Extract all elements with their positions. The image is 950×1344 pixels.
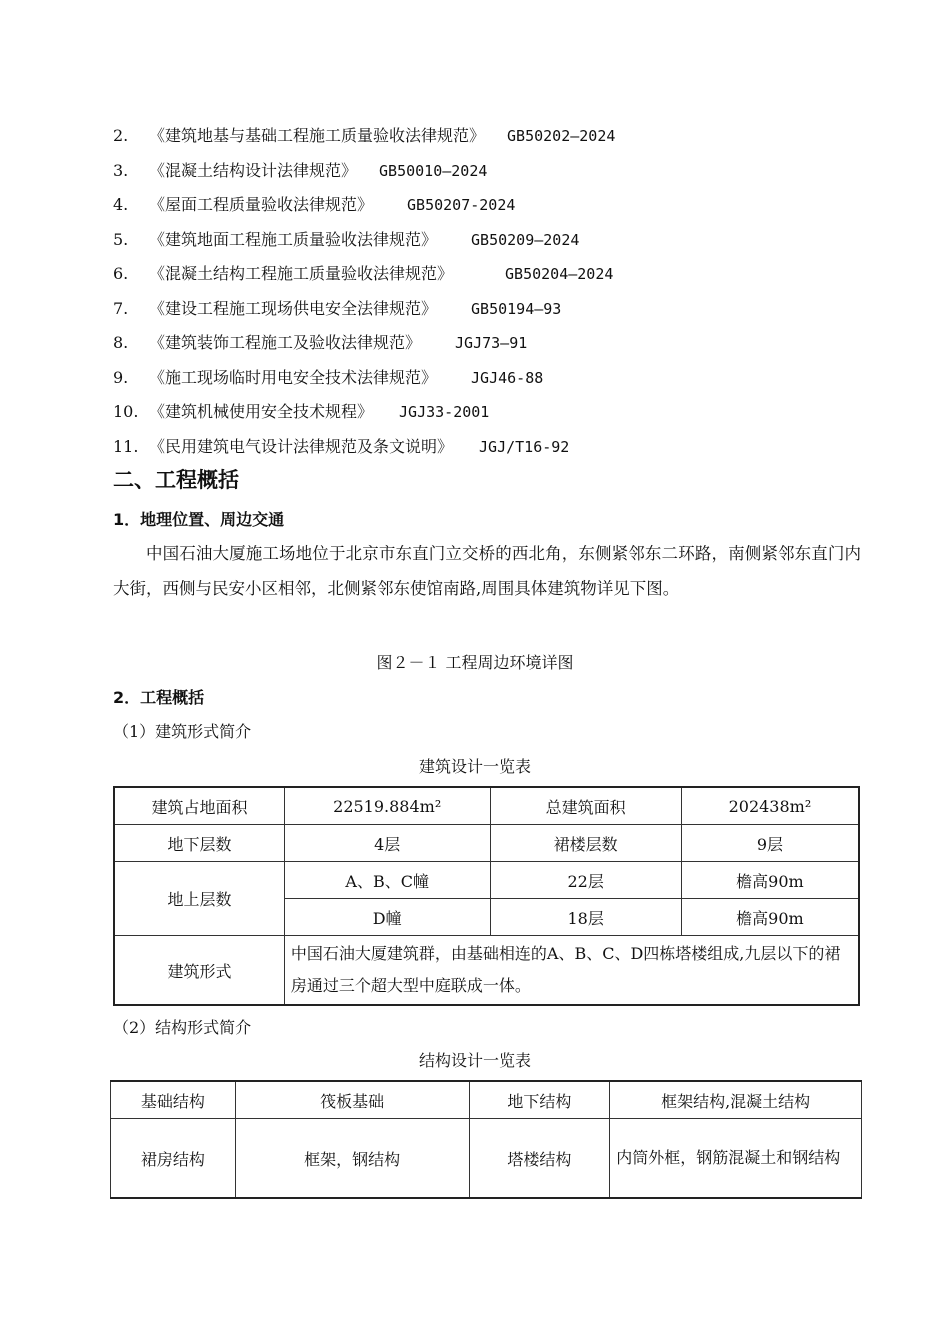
standard-code: JGJ/T16-92 <box>479 437 570 456</box>
table-cell: 基础结构 <box>111 1081 236 1119</box>
table-cell: 框架，钢结构 <box>235 1119 469 1199</box>
subsection-heading-location: 1．地理位置、周边交通 <box>113 510 285 529</box>
table-cell: 22519.884m² <box>284 787 490 825</box>
standard-title: 《建筑机械使用安全技术规程》 <box>149 402 374 421</box>
table-row <box>114 787 859 825</box>
table-cell: D幢 <box>284 899 490 936</box>
table-cell: 建筑占地面积 <box>114 787 284 825</box>
list-item: 5. 《建筑地面工程施工质量验收法律规范》 GB50209—2024 <box>113 229 580 249</box>
table-cell: 裙楼层数 <box>490 825 681 862</box>
list-item: 7. 《建设工程施工现场供电安全法律规范》 GB50194—93 <box>113 298 562 318</box>
table-row <box>111 1081 862 1119</box>
table-cell: 筏板基础 <box>235 1081 469 1119</box>
standard-title: 《建筑装饰工程施工及验收法律规范》 <box>149 333 422 352</box>
section-heading: 二、工程概括 <box>113 468 239 492</box>
architecture-intro-label: （1）建筑形式简介 <box>113 722 252 741</box>
table-cell: 地下层数 <box>114 825 284 862</box>
standard-title: 《混凝土结构设计法律规范》 <box>149 160 358 180</box>
standard-code: JGJ73—91 <box>455 334 528 352</box>
table-row <box>114 825 859 862</box>
table-cell: 地上层数 <box>114 862 284 936</box>
list-item: 8. 《建筑装饰工程施工及验收法律规范》 JGJ73—91 <box>113 333 528 352</box>
list-item: 6. 《混凝土结构工程施工质量验收法律规范》 GB50204—2024 <box>113 264 614 283</box>
table-cell: 202438m² <box>681 787 859 825</box>
table-cell: 建筑形式 <box>114 936 284 1006</box>
list-item: 10. 《建筑机械使用安全技术规程》 JGJ33-2001 <box>113 402 490 421</box>
table-row <box>114 936 859 1006</box>
table-row <box>114 862 859 899</box>
list-item: 4. 《屋面工程质量验收法律规范》 GB50207-2024 <box>113 195 516 214</box>
subsection-heading-overview: 2．工程概括 <box>113 688 205 707</box>
table-cell: 地下结构 <box>469 1081 610 1119</box>
list-item: 11. 《民用建筑电气设计法律规范及条文说明》 JGJ/T16-92 <box>113 436 570 456</box>
table-cell: 4层 <box>284 825 490 862</box>
standard-code: JGJ46-88 <box>471 368 544 387</box>
standard-code: JGJ33-2001 <box>399 403 490 421</box>
table-cell: A、B、C幢 <box>284 862 490 899</box>
standard-code: GB50209—2024 <box>471 230 580 249</box>
list-item: 2. 《建筑地基与基础工程施工质量验收法律规范》 GB50202—2024 <box>113 126 616 145</box>
architecture-table <box>113 786 860 1006</box>
table-cell: 中国石油大厦建筑群，由基础相连的A、B、C、D四栋塔楼组成,九层以下的裙房通过三个超大型中庭联成一体。 <box>284 936 859 1006</box>
table-cell: 檐高90m <box>681 899 859 936</box>
table-cell: 框架结构,混凝土结构 <box>610 1081 862 1119</box>
standard-title: 《混凝土结构工程施工质量验收法律规范》 <box>149 264 454 283</box>
table-cell: 内筒外框，钢筋混凝土和钢结构 <box>610 1119 862 1199</box>
table-cell: 塔楼结构 <box>469 1119 610 1199</box>
standard-code: GB50010—2024 <box>379 161 488 180</box>
table-cell: 总建筑面积 <box>490 787 681 825</box>
standard-code: GB50204—2024 <box>505 265 614 283</box>
standard-title: 《建筑地基与基础工程施工质量验收法律规范》 <box>149 126 486 145</box>
list-item: 3. 《混凝土结构设计法律规范》 GB50010—2024 <box>113 160 488 180</box>
table-cell: 18层 <box>490 899 681 936</box>
standard-title: 《屋面工程质量验收法律规范》 <box>149 195 374 214</box>
list-item: 9. 《施工现场临时用电安全技术法律规范》 JGJ46-88 <box>113 367 544 387</box>
table-cell: 9层 <box>681 825 859 862</box>
table-cell: 裙房结构 <box>111 1119 236 1199</box>
standard-title: 《施工现场临时用电安全技术法律规范》 <box>149 367 438 387</box>
figure-caption: 图２－１ 工程周边环境详图 <box>376 653 574 672</box>
table-caption-architecture: 建筑设计一览表 <box>418 757 531 776</box>
structure-intro-label: （2）结构形式简介 <box>113 1018 252 1037</box>
standard-title: 《民用建筑电气设计法律规范及条文说明》 <box>149 436 454 456</box>
standard-title: 《建筑地面工程施工质量验收法律规范》 <box>149 229 438 249</box>
standards-list <box>113 122 873 467</box>
table-cell: 22层 <box>490 862 681 899</box>
standard-code: GB50194—93 <box>471 299 562 318</box>
table-row <box>111 1119 862 1199</box>
table-caption-structure: 结构设计一览表 <box>418 1051 531 1070</box>
location-paragraph: 中国石油大厦施工场地位于北京市东直门立交桥的西北角，东侧紧邻东二环路，南侧紧邻东直门内大街，西侧与民安小区相邻，北侧紧邻东使馆南路,周围具体建筑物详见下图。 <box>113 544 861 598</box>
standard-code: GB50207-2024 <box>407 196 516 214</box>
structure-table <box>110 1080 862 1199</box>
standard-code: GB50202—2024 <box>507 127 616 145</box>
standard-title: 《建设工程施工现场供电安全法律规范》 <box>149 298 438 318</box>
table-cell: 檐高90m <box>681 862 859 899</box>
